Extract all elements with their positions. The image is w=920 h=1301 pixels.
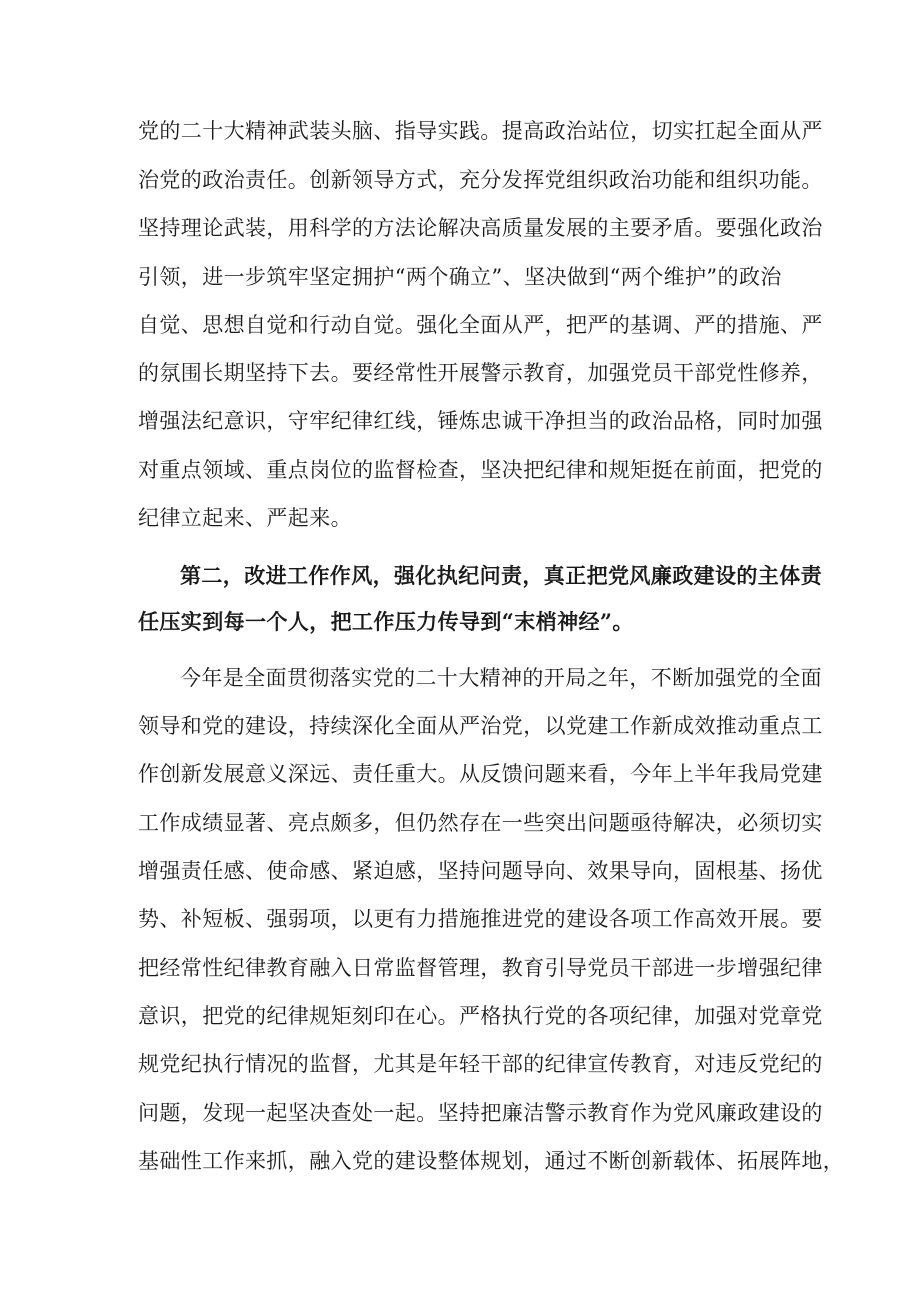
text-line: 坚持理论武装，用科学的方法论解决高质量发展的主要矛盾。要强化政治: [138, 216, 823, 240]
text-line: 党的二十大精神武装头脑、指导实践。提高政治站位，切实扛起全面从严: [138, 119, 823, 143]
text-line: 基础性工作来抓，融入党的建设整体规划，通过不断创新载体、拓展阵地，: [138, 1149, 845, 1173]
text-line: 意识，把党的纪律规矩刻印在心。严格执行党的各项纪律，加强对党章党: [138, 1004, 823, 1028]
heading-line: 第二，改进工作作风，强化执纪问责，真正把党风廉政建设的主体责: [180, 563, 822, 588]
text-line: 纪律立起来、严起来。: [138, 506, 352, 530]
text-line: 把经常性纪律教育融入日常监督管理，教育引导党员干部进一步增强纪律: [138, 956, 823, 980]
text-line: 领导和党的建设，持续深化全面从严治党，以党建工作新成效推动重点工: [138, 714, 823, 738]
text-line: 自觉、思想自觉和行动自觉。强化全面从严，把严的基调、严的措施、严: [138, 313, 823, 337]
text-line: 今年是全面贯彻落实党的二十大精神的开局之年，不断加强党的全面: [180, 666, 822, 690]
text-line: 工作成绩显著、亮点颇多，但仍然存在一些突出问题亟待解决，必须切实: [138, 811, 823, 835]
text-line: 增强责任感、使命感、紧迫感，坚持问题导向、效果导向，固根基、扬优: [138, 859, 823, 883]
text-line: 增强法纪意识，守牢纪律红线，锤炼忠诚干净担当的政治品格，同时加强: [138, 409, 823, 433]
heading-line: 任压实到每一个人，把工作压力传导到“末梢神经”。: [138, 609, 634, 634]
text-line: 问题，发现一起坚决查处一起。坚持把廉洁警示教育作为党风廉政建设的: [138, 1101, 823, 1125]
text-line: 对重点领域、重点岗位的监督检查，坚决把纪律和规矩挺在前面，把党的: [138, 458, 823, 482]
text-line: 治党的政治责任。创新领导方式，充分发挥党组织政治功能和组织功能。: [138, 168, 823, 192]
text-line: 引领，进一步筑牢坚定拥护“两个确立”、坚决做到“两个维护”的政治: [138, 265, 782, 289]
text-line: 规党纪执行情况的监督，尤其是年轻干部的纪律宣传教育，对违反党纪的: [138, 1052, 823, 1076]
text-line: 的氛围长期坚持下去。要经常性开展警示教育，加强党员干部党性修养，: [138, 361, 823, 385]
text-line: 作创新发展意义深远、责任重大。从反馈问题来看，今年上半年我局党建: [138, 762, 823, 786]
text-line: 势、补短板、强弱项，以更有力措施推进党的建设各项工作高效开展。要: [138, 907, 823, 931]
